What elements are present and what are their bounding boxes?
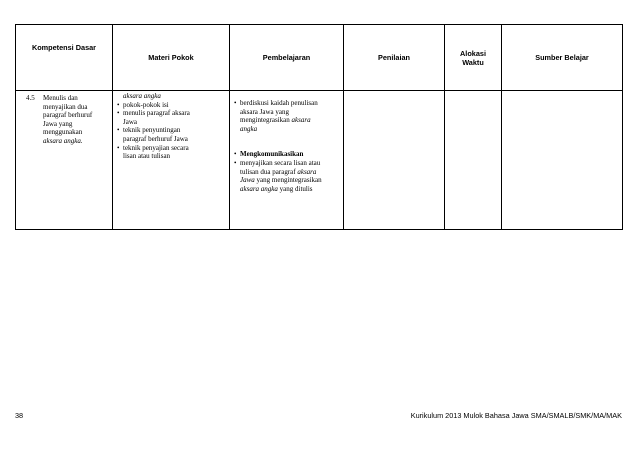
cell-pembelajaran — [230, 91, 344, 230]
kd-text — [43, 94, 112, 146]
bullet-icon: • — [234, 99, 237, 107]
cell-sumber-belajar — [502, 91, 623, 230]
kd-line: Menulis dan — [43, 94, 78, 102]
syllabus-table — [15, 24, 623, 230]
pembelajaran-list — [234, 99, 339, 133]
kd-line: menyajikan dua — [43, 102, 88, 111]
list-item: • menulis paragraf aksara Jawa — [117, 109, 190, 126]
kd-line: aksara angka. — [43, 136, 83, 145]
header-penilaian: Penilaian — [344, 25, 445, 91]
list-item: • teknik penyuntingan paragraf berhuruf Jawa — [117, 126, 188, 143]
kd-number: 4.5 — [26, 94, 35, 102]
bullet-icon: • — [117, 143, 120, 152]
header-alokasi-line1: Alokasi — [460, 48, 486, 58]
cell-penilaian — [344, 91, 445, 230]
bullet-icon: • — [117, 100, 120, 109]
kd-line: Jawa yang — [43, 119, 73, 128]
page-number: 38 — [15, 411, 24, 420]
pembelajaran-list-2 — [234, 150, 339, 193]
header-sumber-belajar: Sumber Belajar — [502, 25, 623, 91]
header-materi-pokok: Materi Pokok — [113, 25, 230, 91]
materi-list — [117, 101, 225, 161]
cell-alokasi-waktu — [445, 91, 502, 230]
kd-line: menggunakan — [43, 128, 83, 137]
list-item: • berdiskusi kaidah penulisan aksara Jawa yang mengintegrasikan aksara angka — [234, 99, 318, 133]
table-row — [16, 91, 623, 230]
header-kompetensi-dasar: Kompetensi Dasar — [16, 25, 113, 91]
cell-materi-pokok — [113, 91, 230, 230]
header-pembelajaran: Pembelajaran — [230, 25, 344, 91]
list-item: • teknik penyajian secara lisan atau tulisan — [117, 143, 189, 161]
header-alokasi-line2: Waktu — [462, 57, 484, 67]
footer-title: Kurikulum 2013 Mulok Bahasa Jawa SMA/SMALB/SMK/MA/MAK — [410, 411, 622, 420]
section-heading: Mengkomunikasikan — [240, 150, 304, 159]
bullet-icon: • — [234, 150, 237, 159]
header-alokasi-waktu — [445, 25, 502, 91]
materi-continuation: aksara angka — [123, 92, 161, 100]
table-header-row — [16, 25, 623, 91]
kd-line: paragraf berhuruf — [43, 111, 93, 120]
list-item-heading — [234, 150, 339, 159]
cell-kompetensi-dasar — [16, 91, 113, 230]
bullet-icon: • — [234, 158, 237, 167]
list-item: • pokok-pokok isi — [117, 100, 169, 109]
list-item: • menyajikan secara lisan atau tulisan dua paragraf aksara Jawa yang mengintegrasikan aksara angka yang ditulis — [234, 158, 322, 193]
bullet-icon: • — [117, 126, 120, 135]
bullet-icon: • — [117, 109, 120, 118]
